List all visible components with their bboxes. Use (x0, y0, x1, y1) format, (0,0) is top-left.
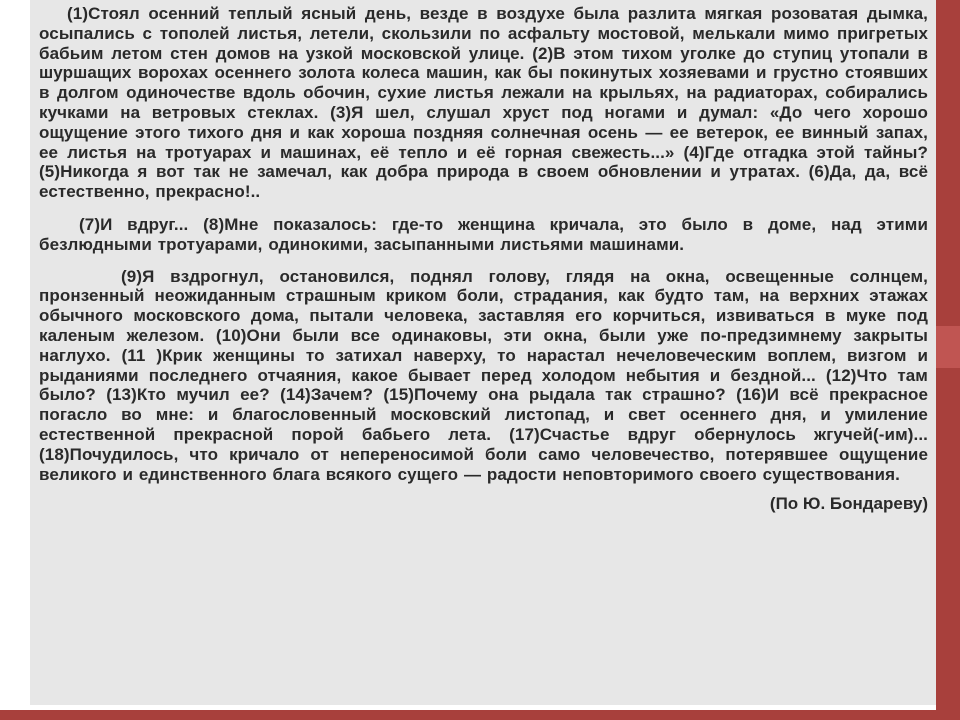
paragraph-1: (1)Стоял осенний теплый ясный день, везде в воздухе была разлита мягкая розоватая дымка, осыпались с тополей листья, летели, скользили по асфальту мостовой, мелькали мимо пригретых бабьим летом стен домов на узкой московской улице. (2)В этом тихом уголке до ступиц утопали в шуршащих ворохах осеннего золота колеса машин, как бы покинутых хозяевами и грустно стоявших в долгом одиночестве вдоль обочин, сухие листья лежали на крыльях, на радиаторах, собирались кучками на ветровых стеклах. (3)Я шел, слушал хруст под ногами и думал: «До чего хорошо ощущение этого тихого дня и как хороша поздняя солнечная осень — ее ветерок, ее винный запах, ее листья на тротуарах и машинах, её тепло и её горная свежесть...» (4)Где отгадка этой тайны? (5)Никогда я вот так не замечал, как добра природа в своем обновлении и утратах. (6)Да, да, всё естественно, прекрасно!.. (39, 4, 928, 202)
right-accent-notch (936, 326, 960, 368)
text-panel (30, 0, 936, 705)
paragraph-3: (9)Я вздрогнул, остановился, поднял голову, глядя на окна, освещенные солнцем, пронзенный неожиданным страшным криком боли, страдания, как будто там, на верхних этажах обычного московского дома, пытали человека, заставляя его корчиться, извиваться в муке под каленым железом. (10)Они были все одинаковы, эти окна, были уже по-предзимнему закрыты наглухо. (11 )Крик женщины то затихал наверху, то нарастал нечеловеческим воплем, визгом и рыданиями последнего отчаяния, какое бывает перед холодом небытия и бездной... (12)Что там было? (13)Кто мучил ее? (14)Зачем? (15)Почему она рыдала так страшно? (16)И всё прекрасное погасло во мне: и благословенный московский листопад, и свет осеннего дня, и умиление естественной прекрасной порой бабьего лета. (17)Счастье вдруг обернулось жгучей(-им)... (18)Почудилось, что кричало от непереносимой боли само человечество, потерявшее ощущение великого и единственного блага всякого сущего — радости неповторимого своего существования. (39, 266, 928, 484)
bottom-accent-bar (0, 710, 960, 720)
paragraph-2: (7)И вдруг... (8)Мне показалось: где-то женщина кричала, это было в доме, над этими безлюдными тротуарами, одинокими, засыпанными листьями машинами. (39, 214, 928, 254)
source-attribution: (По Ю. Бондареву) (769, 494, 928, 514)
